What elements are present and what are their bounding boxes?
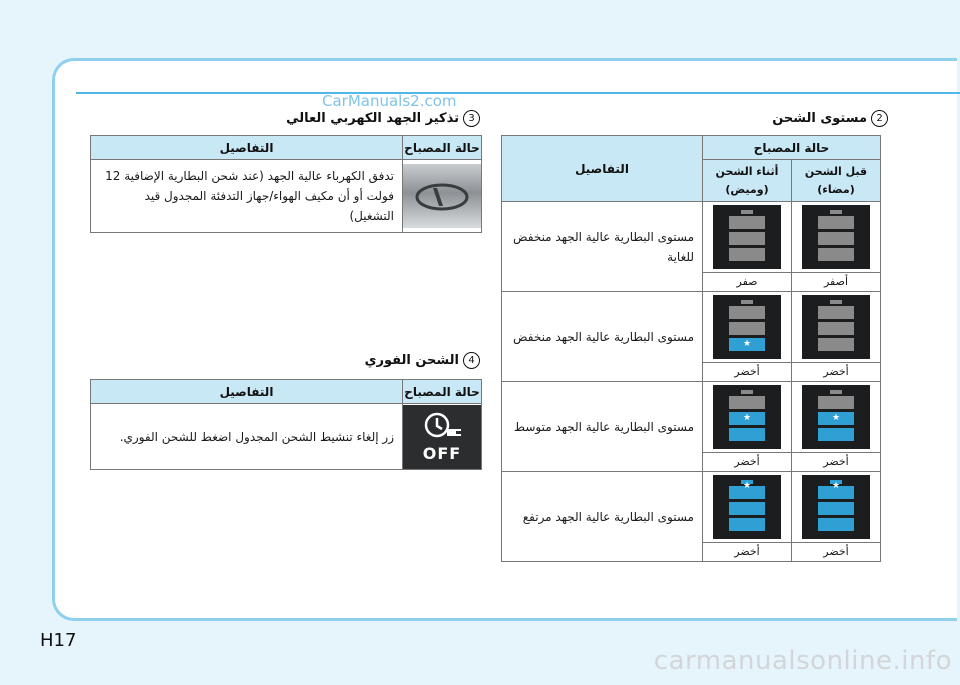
battery-level-desc: مستوى البطارية عالية الجهد مرتفع (502, 472, 703, 562)
section4-col-details: التفاصيل (91, 380, 403, 404)
charge-off-icon (403, 405, 481, 469)
battery-during-color: أخضر (703, 362, 791, 381)
battery-before-color: أخضر (792, 452, 880, 471)
section2-title-text: مستوى الشحن (772, 111, 867, 126)
section2-during-sub: (وميض) (725, 182, 769, 196)
battery-before-cell (792, 202, 881, 292)
battery-before-color: أخضر (792, 362, 880, 381)
table-row (502, 472, 881, 562)
battery-before-cell (792, 472, 881, 562)
section2-col-status: حالة المصباح (703, 136, 881, 160)
battery-during-cell (703, 472, 792, 562)
battery-during-icon-2: ★ (713, 385, 781, 449)
section3-desc: تدفق الكهرباء عالية الجهد (عند شحن البطارية الإضافية 12 فولت أو أن مكيف الهواء/جهاز التدفئة المجدول قيد التشغيل) (91, 160, 403, 233)
section2-before-label: قبل الشحن (804, 164, 868, 178)
section4-lamp-cell (403, 404, 482, 470)
section3-title (286, 110, 480, 127)
section3-col-details: التفاصيل (91, 136, 403, 160)
header-rule (76, 92, 960, 94)
section2-number: 2 (871, 110, 888, 127)
watermark-text: CarManuals2.com (322, 92, 457, 110)
section3-col-status: حالة المصباح (403, 136, 482, 160)
battery-before-icon-2: ★ (802, 385, 870, 449)
footer-site: carmanualsonline.info (653, 646, 952, 676)
section4-number: 4 (463, 352, 480, 369)
battery-before-cell (792, 292, 881, 382)
battery-during-color: أخضر (703, 452, 791, 471)
battery-before-icon-1 (802, 295, 870, 359)
section4-title-text: الشحن الفوري (364, 353, 459, 368)
battery-during-color: صفر (703, 272, 791, 291)
battery-before-color: أخضر (792, 542, 880, 561)
section2-col-details: التفاصيل (502, 136, 703, 202)
battery-before-icon-3: ★ (802, 475, 870, 539)
section2-before-sub: (مضاء) (817, 182, 855, 196)
battery-during-icon-0 (713, 205, 781, 269)
battery-during-color: أخضر (703, 542, 791, 561)
battery-during-cell (703, 202, 792, 292)
section4-title (365, 352, 480, 369)
hyundai-logo-icon (403, 164, 481, 228)
table-row (502, 292, 881, 382)
section2-during-label: أثناء الشحن (715, 164, 779, 178)
battery-during-cell (703, 382, 792, 472)
battery-before-color: أصفر (792, 272, 880, 291)
section2-col-before (792, 160, 881, 202)
section3-number: 3 (463, 110, 480, 127)
section3-table (90, 135, 482, 233)
section3-lamp-cell (403, 160, 482, 233)
battery-level-desc: مستوى البطارية عالية الجهد متوسط (502, 382, 703, 472)
charge-off-label: OFF (422, 443, 462, 463)
section4-col-status: حالة المصباح (403, 380, 482, 404)
battery-level-desc: مستوى البطارية عالية الجهد منخفض للغاية (502, 202, 703, 292)
section2-col-during (703, 160, 792, 202)
section4-table (90, 379, 482, 470)
battery-before-cell (792, 382, 881, 472)
section4-desc: زر إلغاء تنشيط الشحن المجدول اضغط للشحن الفوري. (91, 404, 403, 470)
table-row (502, 202, 881, 292)
table-row (502, 382, 881, 472)
section2-title (772, 110, 888, 127)
battery-during-cell (703, 292, 792, 382)
battery-during-icon-3: ★ (713, 475, 781, 539)
section2-table (501, 135, 881, 562)
section3-title-text: تذكير الجهد الكهربي العالي (286, 111, 459, 126)
page-number: H17 (40, 630, 77, 651)
battery-level-desc: مستوى البطارية عالية الجهد منخفض (502, 292, 703, 382)
battery-before-icon-0 (802, 205, 870, 269)
battery-during-icon-1: ★ (713, 295, 781, 359)
